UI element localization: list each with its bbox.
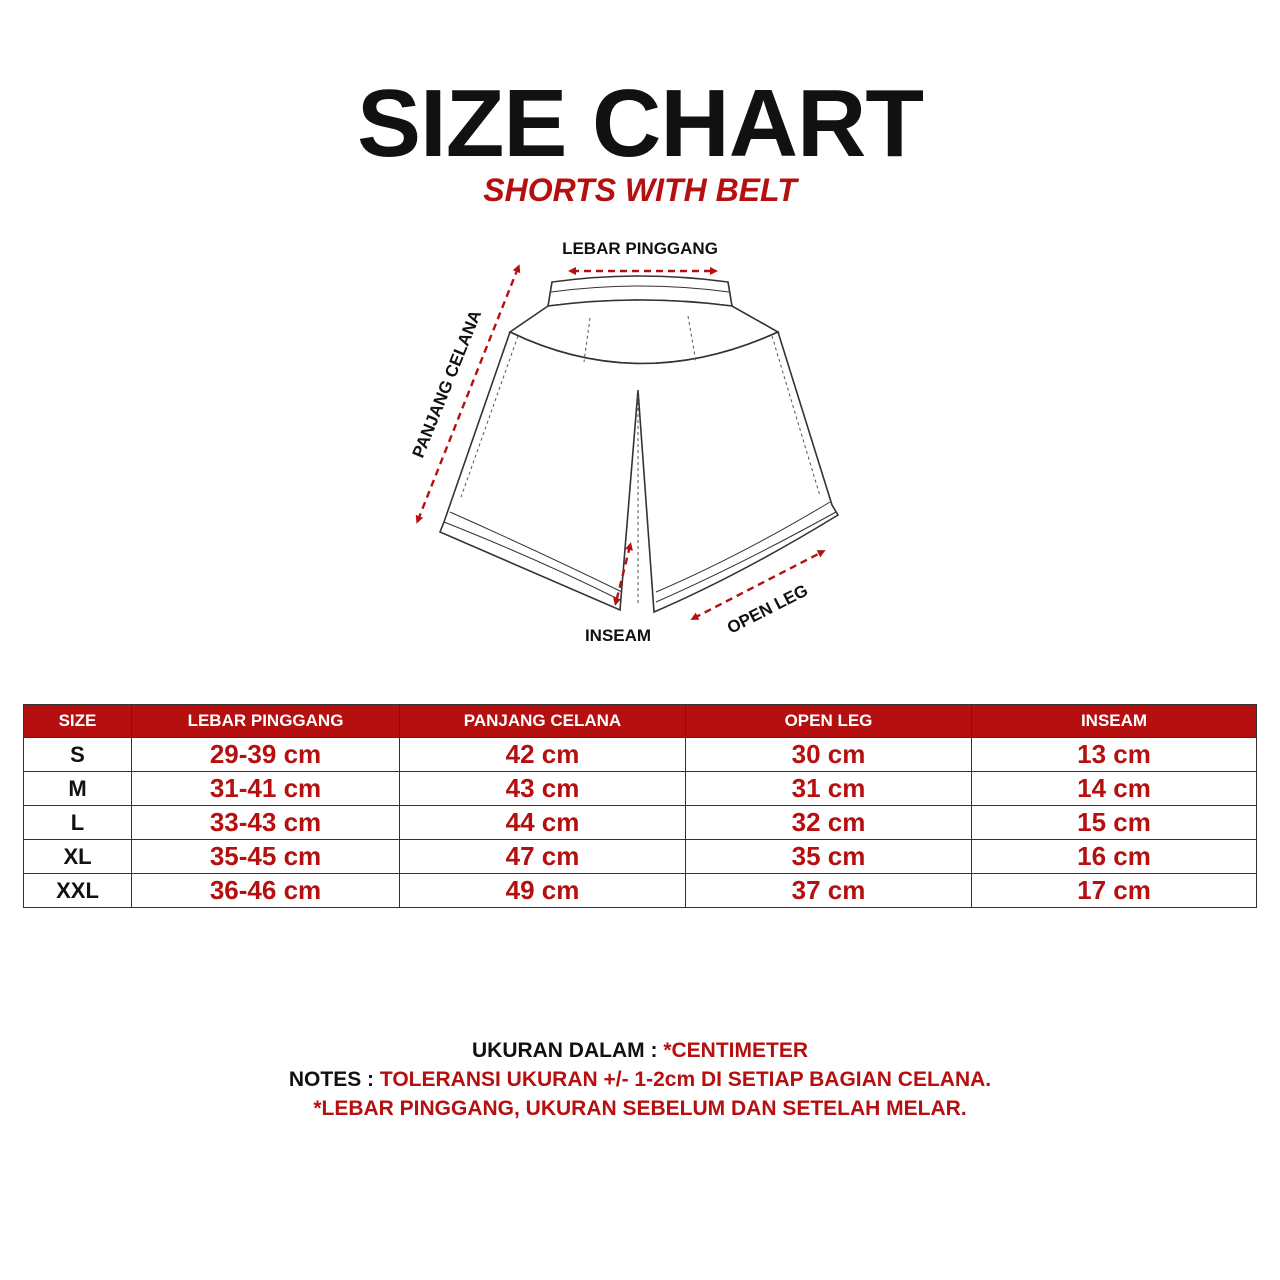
table-header-row	[24, 705, 1257, 738]
notes-value: TOLERANSI UKURAN +/- 1-2cm DI SETIAP BAGIAN CELANA.	[379, 1068, 992, 1091]
header-length: PANJANG CELANA	[400, 705, 686, 738]
open-leg-cell: 37 cm	[686, 874, 972, 908]
header-open-leg: OPEN LEG	[686, 705, 972, 738]
inseam-cell: 13 cm	[972, 738, 1257, 772]
size-cell: S	[24, 738, 132, 772]
open-leg-label: OPEN LEG	[724, 580, 811, 638]
header-size: SIZE	[24, 705, 132, 738]
shorts-outline	[440, 276, 838, 612]
waist-note: *LEBAR PINGGANG, UKURAN SEBELUM DAN SETELAH MELAR.	[313, 1097, 967, 1120]
notes-label: NOTES :	[288, 1068, 375, 1091]
waist-cell: 35-45 cm	[132, 840, 400, 874]
page-subtitle: SHORTS WITH BELT	[483, 172, 797, 208]
size-table	[23, 704, 1257, 908]
table-row	[24, 806, 1257, 840]
inseam-cell: 14 cm	[972, 772, 1257, 806]
unit-line	[0, 1036, 1280, 1065]
unit-label: UKURAN DALAM :	[471, 1039, 658, 1062]
length-cell: 47 cm	[400, 840, 686, 874]
length-cell: 43 cm	[400, 772, 686, 806]
waist-cell: 36-46 cm	[132, 874, 400, 908]
length-cell: 44 cm	[400, 806, 686, 840]
header-waist: LEBAR PINGGANG	[132, 705, 400, 738]
header-inseam: INSEAM	[972, 705, 1257, 738]
open-leg-cell: 30 cm	[686, 738, 972, 772]
table-row	[24, 874, 1257, 908]
waist-cell: 29-39 cm	[132, 738, 400, 772]
table-row	[24, 738, 1257, 772]
length-cell: 42 cm	[400, 738, 686, 772]
inseam-cell: 16 cm	[972, 840, 1257, 874]
table-row	[24, 840, 1257, 874]
size-cell: L	[24, 806, 132, 840]
size-cell: M	[24, 772, 132, 806]
unit-value: *CENTIMETER	[663, 1039, 808, 1062]
length-label: PANJANG CELANA	[408, 307, 486, 461]
size-cell: XL	[24, 840, 132, 874]
length-cell: 49 cm	[400, 874, 686, 908]
inseam-label: INSEAM	[584, 626, 652, 645]
waist-cell: 31-41 cm	[132, 772, 400, 806]
notes-block	[0, 1036, 1280, 1123]
open-leg-cell: 35 cm	[686, 840, 972, 874]
notes-line	[0, 1065, 1280, 1094]
open-leg-cell: 31 cm	[686, 772, 972, 806]
inseam-cell: 15 cm	[972, 806, 1257, 840]
inseam-cell: 17 cm	[972, 874, 1257, 908]
waist-label: LEBAR PINGGANG	[562, 239, 718, 258]
shorts-diagram	[0, 220, 1280, 660]
page-title: SIZE CHART	[357, 70, 923, 177]
size-cell: XXL	[24, 874, 132, 908]
table-row	[24, 772, 1257, 806]
waist-cell: 33-43 cm	[132, 806, 400, 840]
open-leg-cell: 32 cm	[686, 806, 972, 840]
